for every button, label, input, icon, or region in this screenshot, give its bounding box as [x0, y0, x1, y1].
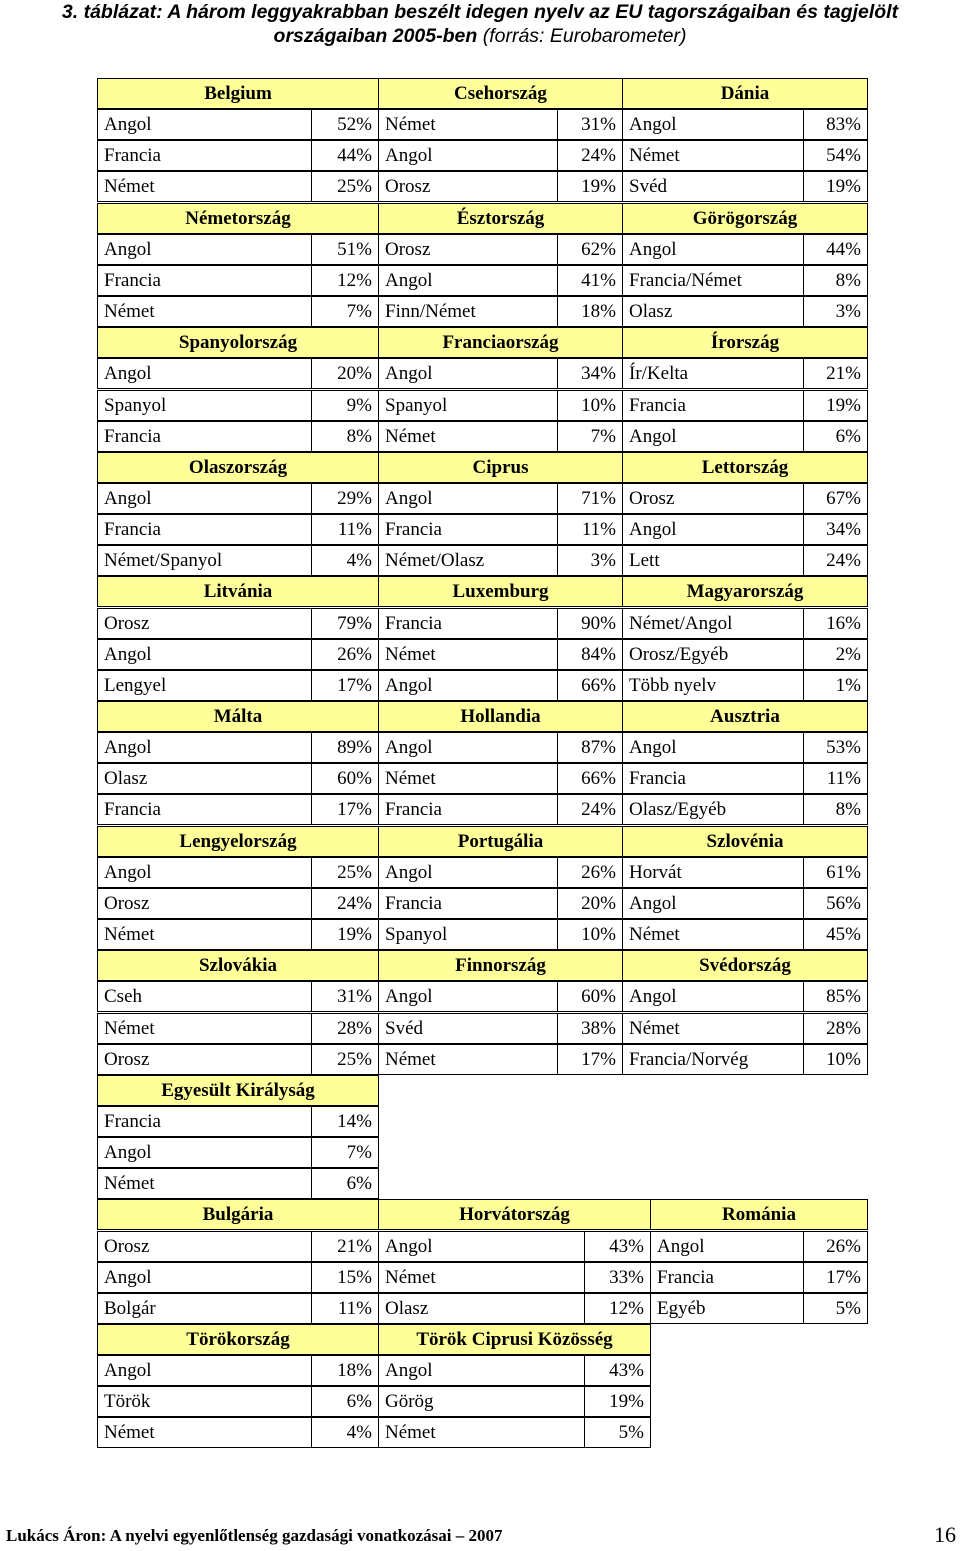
country-header: Portugália: [378, 826, 623, 857]
language-cell: Horvát: [622, 857, 804, 888]
country-header: Török Ciprusi Közösség: [378, 1324, 651, 1355]
language-cell: Spanyol: [97, 390, 312, 421]
percentage-cell: 4%: [311, 1417, 379, 1448]
language-cell: Angol: [97, 639, 312, 670]
percentage-cell: 21%: [803, 358, 868, 389]
percentage-cell: 19%: [803, 171, 868, 202]
percentage-cell: 83%: [803, 109, 868, 140]
language-cell: Angol: [622, 234, 804, 265]
language-cell: Német: [378, 1262, 585, 1293]
language-cell: Orosz: [622, 483, 804, 514]
percentage-cell: 10%: [803, 1044, 868, 1075]
country-header: Belgium: [97, 78, 379, 109]
percentage-cell: 24%: [557, 140, 623, 171]
percentage-cell: 9%: [311, 390, 379, 421]
percentage-cell: 26%: [803, 1231, 868, 1262]
language-cell: Francia: [97, 265, 312, 296]
language-cell: Angol: [378, 1355, 585, 1386]
language-cell: Angol: [97, 358, 312, 389]
country-header: Németország: [97, 203, 379, 234]
language-cell: Német: [378, 639, 558, 670]
percentage-cell: 24%: [803, 545, 868, 576]
percentage-cell: 17%: [311, 670, 379, 701]
caption-line-1: [0, 0, 960, 24]
percentage-cell: 89%: [311, 732, 379, 763]
language-cell: Német: [378, 421, 558, 452]
caption-title-cont: országaiban 2005-ben: [273, 25, 478, 47]
percentage-cell: 61%: [803, 857, 868, 888]
country-header: Lettország: [622, 452, 868, 483]
percentage-cell: 20%: [311, 358, 379, 389]
language-cell: Ír/Kelta: [622, 358, 804, 389]
language-cell: Francia/Német: [622, 265, 804, 296]
country-header: Görögország: [622, 203, 868, 234]
language-cell: Orosz: [378, 234, 558, 265]
language-cell: Angol: [650, 1231, 804, 1262]
country-header: Svédország: [622, 950, 868, 981]
language-cell: Francia: [97, 514, 312, 545]
percentage-cell: 11%: [311, 514, 379, 545]
percentage-cell: 3%: [557, 545, 623, 576]
language-cell: Angol: [622, 981, 804, 1012]
language-cell: Német: [97, 1013, 312, 1044]
language-cell: Francia: [622, 390, 804, 421]
percentage-cell: 33%: [584, 1262, 651, 1293]
language-cell: Német/Angol: [622, 608, 804, 639]
percentage-cell: 8%: [803, 265, 868, 296]
language-cell: Spanyol: [378, 390, 558, 421]
language-cell: Angol: [622, 109, 804, 140]
language-cell: Francia: [97, 421, 312, 452]
percentage-cell: 31%: [311, 981, 379, 1012]
language-cell: Angol: [378, 670, 558, 701]
language-cell: Angol: [97, 1355, 312, 1386]
percentage-cell: 79%: [311, 608, 379, 639]
language-cell: Francia/Norvég: [622, 1044, 804, 1075]
footer-text: Lukács Áron: A nyelvi egyenlőtlenség gazdasági vonatkozásai – 2007: [6, 1526, 503, 1545]
country-header: Csehország: [378, 78, 623, 109]
percentage-cell: 8%: [803, 794, 868, 825]
language-cell: Angol: [622, 421, 804, 452]
percentage-cell: 90%: [557, 608, 623, 639]
percentage-cell: 28%: [803, 1013, 868, 1044]
language-cell: Francia: [97, 794, 312, 825]
percentage-cell: 25%: [311, 1044, 379, 1075]
percentage-cell: 11%: [803, 763, 868, 794]
language-cell: Német: [378, 763, 558, 794]
percentage-cell: 25%: [311, 857, 379, 888]
percentage-cell: 26%: [311, 639, 379, 670]
language-cell: Spanyol: [378, 919, 558, 950]
percentage-cell: 6%: [803, 421, 868, 452]
percentage-cell: 1%: [803, 670, 868, 701]
language-cell: Német: [622, 919, 804, 950]
language-cell: Angol: [378, 483, 558, 514]
percentage-cell: 66%: [557, 763, 623, 794]
language-cell: Orosz: [97, 1044, 312, 1075]
percentage-cell: 18%: [557, 296, 623, 327]
percentage-cell: 7%: [311, 296, 379, 327]
language-cell: Francia: [378, 514, 558, 545]
country-header: Olaszország: [97, 452, 379, 483]
country-header: Franciaország: [378, 327, 623, 358]
language-cell: Német: [378, 1417, 585, 1448]
language-cell: Orosz: [97, 608, 312, 639]
percentage-cell: 34%: [557, 358, 623, 389]
language-cell: Angol: [97, 1262, 312, 1293]
percentage-cell: 25%: [311, 171, 379, 202]
language-cell: Angol: [378, 265, 558, 296]
percentage-cell: 19%: [557, 171, 623, 202]
language-cell: Angol: [622, 888, 804, 919]
country-header: Litvánia: [97, 576, 379, 607]
country-header: Szlovákia: [97, 950, 379, 981]
language-cell: Német: [97, 1417, 312, 1448]
percentage-cell: 24%: [557, 794, 623, 825]
language-cell: Francia: [650, 1262, 804, 1293]
language-cell: Angol: [97, 857, 312, 888]
percentage-cell: 5%: [584, 1417, 651, 1448]
country-header: Írország: [622, 327, 868, 358]
percentage-cell: 8%: [311, 421, 379, 452]
language-cell: Angol: [378, 140, 558, 171]
language-cell: Orosz: [97, 888, 312, 919]
language-cell: Orosz: [378, 171, 558, 202]
language-cell: Francia: [378, 888, 558, 919]
country-header: Észtország: [378, 203, 623, 234]
language-cell: Francia: [622, 763, 804, 794]
percentage-cell: 6%: [311, 1386, 379, 1417]
country-header: Magyarország: [622, 576, 868, 607]
percentage-cell: 7%: [557, 421, 623, 452]
language-cell: Lett: [622, 545, 804, 576]
country-header: Bulgária: [97, 1199, 379, 1230]
percentage-cell: 53%: [803, 732, 868, 763]
language-cell: Finn/Német: [378, 296, 558, 327]
percentage-cell: 19%: [803, 390, 868, 421]
percentage-cell: 60%: [311, 763, 379, 794]
percentage-cell: 52%: [311, 109, 379, 140]
language-cell: Görög: [378, 1386, 585, 1417]
percentage-cell: 7%: [311, 1137, 379, 1168]
percentage-cell: 14%: [311, 1106, 379, 1137]
country-header: Ciprus: [378, 452, 623, 483]
percentage-cell: 17%: [557, 1044, 623, 1075]
language-cell: Orosz/Egyéb: [622, 639, 804, 670]
percentage-cell: 38%: [557, 1013, 623, 1044]
language-cell: Angol: [622, 732, 804, 763]
percentage-cell: 21%: [311, 1231, 379, 1262]
language-cell: Olasz: [378, 1293, 585, 1324]
percentage-cell: 20%: [557, 888, 623, 919]
country-header: Dánia: [622, 78, 868, 109]
country-header: Lengyelország: [97, 826, 379, 857]
language-cell: Lengyel: [97, 670, 312, 701]
percentage-cell: 19%: [584, 1386, 651, 1417]
language-cell: Orosz: [97, 1231, 312, 1262]
table-caption: [0, 0, 960, 48]
percentage-cell: 34%: [803, 514, 868, 545]
country-header: Szlovénia: [622, 826, 868, 857]
percentage-cell: 26%: [557, 857, 623, 888]
language-cell: Francia: [97, 1106, 312, 1137]
percentage-cell: 3%: [803, 296, 868, 327]
percentage-cell: 51%: [311, 234, 379, 265]
country-header: Románia: [650, 1199, 868, 1230]
percentage-cell: 66%: [557, 670, 623, 701]
page-footer: [6, 1522, 956, 1548]
percentage-cell: 12%: [311, 265, 379, 296]
country-header: Spanyolország: [97, 327, 379, 358]
language-cell: Francia: [378, 608, 558, 639]
percentage-cell: 4%: [311, 545, 379, 576]
language-cell: Olasz: [97, 763, 312, 794]
percentage-cell: 5%: [803, 1293, 868, 1324]
percentage-cell: 12%: [584, 1293, 651, 1324]
language-cell: Francia: [378, 794, 558, 825]
caption-title: 3. táblázat: A három leggyakrabban beszélt idegen nyelv az EU tagországaiban és tagjelölt: [61, 1, 899, 23]
country-header: Hollandia: [378, 701, 623, 732]
caption-line-2: [0, 24, 960, 48]
percentage-cell: 60%: [557, 981, 623, 1012]
language-cell: Egyéb: [650, 1293, 804, 1324]
language-cell: Angol: [378, 981, 558, 1012]
percentage-cell: 56%: [803, 888, 868, 919]
page-number: 16: [934, 1522, 956, 1547]
language-cell: Cseh: [97, 981, 312, 1012]
percentage-cell: 44%: [311, 140, 379, 171]
language-cell: Német/Spanyol: [97, 545, 312, 576]
language-cell: Több nyelv: [622, 670, 804, 701]
language-cell: Német: [97, 919, 312, 950]
language-cell: Angol: [378, 358, 558, 389]
language-cell: Angol: [97, 109, 312, 140]
language-cell: Angol: [622, 514, 804, 545]
percentage-cell: 28%: [311, 1013, 379, 1044]
percentage-cell: 11%: [557, 514, 623, 545]
language-cell: Angol: [378, 1231, 585, 1262]
percentage-cell: 19%: [311, 919, 379, 950]
language-cell: Angol: [97, 234, 312, 265]
language-cell: Török: [97, 1386, 312, 1417]
percentage-cell: 17%: [311, 794, 379, 825]
percentage-cell: 10%: [557, 919, 623, 950]
percentage-cell: 2%: [803, 639, 868, 670]
caption-source: (forrás: Eurobarometer): [482, 25, 687, 47]
language-cell: Német: [97, 296, 312, 327]
country-header: Málta: [97, 701, 379, 732]
language-cell: Német: [622, 140, 804, 171]
percentage-cell: 16%: [803, 608, 868, 639]
percentage-cell: 43%: [584, 1355, 651, 1386]
language-cell: Német: [378, 1044, 558, 1075]
percentage-cell: 62%: [557, 234, 623, 265]
percentage-cell: 67%: [803, 483, 868, 514]
language-cell: Svéd: [378, 1013, 558, 1044]
country-header: Ausztria: [622, 701, 868, 732]
language-cell: Angol: [97, 732, 312, 763]
percentage-cell: 44%: [803, 234, 868, 265]
percentage-cell: 6%: [311, 1168, 379, 1199]
percentage-cell: 24%: [311, 888, 379, 919]
language-cell: Olasz/Egyéb: [622, 794, 804, 825]
language-cell: Angol: [97, 1137, 312, 1168]
percentage-cell: 71%: [557, 483, 623, 514]
percentage-cell: 87%: [557, 732, 623, 763]
language-cell: Német: [378, 109, 558, 140]
percentage-cell: 43%: [584, 1231, 651, 1262]
country-header: Finnország: [378, 950, 623, 981]
percentage-cell: 41%: [557, 265, 623, 296]
language-cell: Angol: [97, 483, 312, 514]
country-header: Horvátország: [378, 1199, 651, 1230]
percentage-cell: 10%: [557, 390, 623, 421]
percentage-cell: 18%: [311, 1355, 379, 1386]
country-header: Luxemburg: [378, 576, 623, 607]
percentage-cell: 84%: [557, 639, 623, 670]
percentage-cell: 54%: [803, 140, 868, 171]
language-cell: Angol: [378, 857, 558, 888]
language-cell: Német: [622, 1013, 804, 1044]
language-cell: Bolgár: [97, 1293, 312, 1324]
country-header: Egyesült Királyság: [97, 1075, 379, 1106]
percentage-cell: 29%: [311, 483, 379, 514]
percentage-cell: 85%: [803, 981, 868, 1012]
language-cell: Angol: [378, 732, 558, 763]
percentage-cell: 15%: [311, 1262, 379, 1293]
country-header: Törökország: [97, 1324, 379, 1355]
language-cell: Német: [97, 1168, 312, 1199]
language-cell: Svéd: [622, 171, 804, 202]
percentage-cell: 17%: [803, 1262, 868, 1293]
language-cell: Német: [97, 171, 312, 202]
percentage-cell: 45%: [803, 919, 868, 950]
percentage-cell: 31%: [557, 109, 623, 140]
language-cell: Német/Olasz: [378, 545, 558, 576]
language-cell: Olasz: [622, 296, 804, 327]
language-cell: Francia: [97, 140, 312, 171]
percentage-cell: 11%: [311, 1293, 379, 1324]
